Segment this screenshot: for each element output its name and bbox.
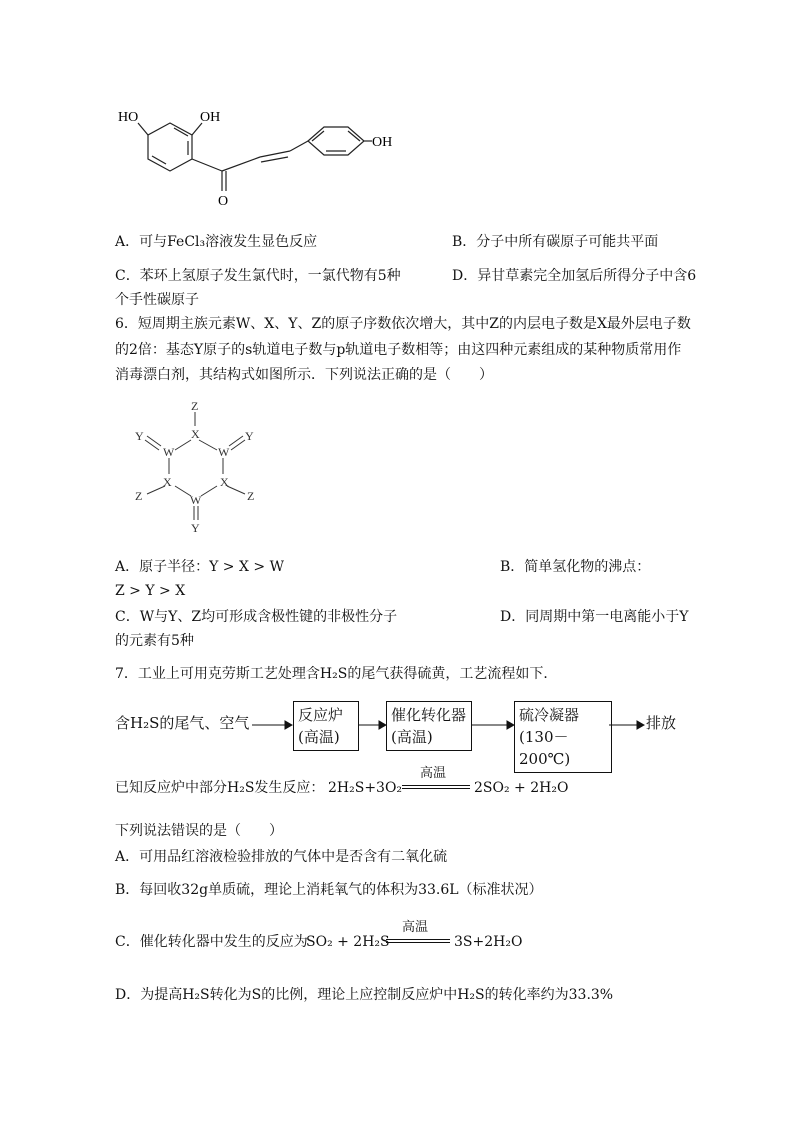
- option-d: D．异甘草素完全加氢后所得分子中含6: [452, 268, 697, 284]
- option-c: C．催化转化器中发生的反应为: [115, 934, 308, 950]
- option-a: A．可与FeCl₃溶液发生显色反应: [115, 234, 318, 250]
- x-label: X: [191, 427, 200, 441]
- eq-left: 2H₂S+3O₂: [328, 780, 403, 796]
- c-eq-condition: 高温: [402, 920, 429, 935]
- y-label: Y: [135, 429, 144, 443]
- ho-label: HO: [118, 110, 139, 125]
- w-label: W: [190, 493, 202, 507]
- known-prefix: 已知反应炉中部分H₂S发生反应：: [115, 780, 325, 796]
- oh-label: OH: [200, 110, 221, 125]
- q6-stem: 6．短周期主族元素W、X、Y、Z的原子序数依次增大，其中Z的内层电子数是X最外层电子数: [115, 316, 691, 332]
- eq-condition: 高温: [420, 766, 447, 781]
- sulfur-condenser-box: 硫冷凝器 (130－200℃): [514, 701, 612, 773]
- w-label: W: [218, 445, 230, 459]
- o-label: O: [218, 194, 229, 209]
- option-d: D．为提高H₂S转化为S的比例，理论上应控制反应炉中H₂S的转化率约为33.3%: [115, 987, 614, 1003]
- option-a: A．原子半径：Y > X > W: [115, 559, 284, 575]
- q6-stem: 的2倍：基态Y原子的s轨道电子数与p轨道电子数相等；由这四种元素组成的某种物质常用作: [115, 342, 682, 358]
- c-eq-left: SO₂ + 2H₂S: [306, 934, 390, 950]
- option-a: A．可用品红溶液检验排放的气体中是否含有二氧化硫: [115, 849, 448, 865]
- option-c: C．W与Y、Z均可形成含极性键的非极性分子: [115, 609, 398, 625]
- option-b: B．每回收32g单质硫，理论上消耗氧气的体积为33.6L（标准状况）: [115, 882, 543, 898]
- eq-sign: [402, 785, 470, 789]
- option-d: D．同周期中第一电离能小于Y: [500, 609, 689, 625]
- c-eq-right: 3S+2H₂O: [454, 934, 523, 950]
- wxyz-structure: [125, 398, 275, 538]
- option-c: C．苯环上氢原子发生氯代时，一氯代物有5种: [115, 268, 401, 284]
- flow-output: 排放: [646, 714, 677, 732]
- isoliquiritigenin-structure: [110, 95, 400, 215]
- option-b: B．简单氢化物的沸点：: [500, 559, 651, 575]
- oh-label: OH: [372, 135, 393, 150]
- option-b: B．分子中所有碳原子可能共平面: [452, 234, 659, 250]
- y-label: Y: [245, 429, 254, 443]
- z-label: Z: [135, 489, 143, 503]
- flow-input: 含H₂S的尾气、空气: [115, 714, 250, 732]
- w-label: W: [163, 445, 175, 459]
- c-eq-sign: [386, 939, 450, 943]
- x-label: X: [163, 475, 172, 489]
- option-c-cont: 的元素有5种: [115, 633, 194, 649]
- q6-stem: 消毒漂白剂，其结构式如图所示．下列说法正确的是（ ）: [115, 367, 493, 383]
- option-d-cont: 个手性碳原子: [115, 292, 199, 308]
- q7-question: 下列说法错误的是（ ）: [115, 823, 283, 839]
- y-label: Y: [191, 521, 200, 535]
- z-label: Z: [191, 399, 199, 413]
- catalytic-converter-box: 催化转化器 (高温): [386, 701, 472, 751]
- z-label: Z: [247, 489, 255, 503]
- q7-stem: 7．工业上可用克劳斯工艺处理含H₂S的尾气获得硫黄，工艺流程如下．: [115, 666, 558, 682]
- eq-right: 2SO₂ + 2H₂O: [474, 780, 569, 796]
- option-b-cont: Z > Y > X: [115, 583, 186, 599]
- reactor-box: 反应炉 (高温): [293, 701, 359, 751]
- x-label: X: [220, 475, 229, 489]
